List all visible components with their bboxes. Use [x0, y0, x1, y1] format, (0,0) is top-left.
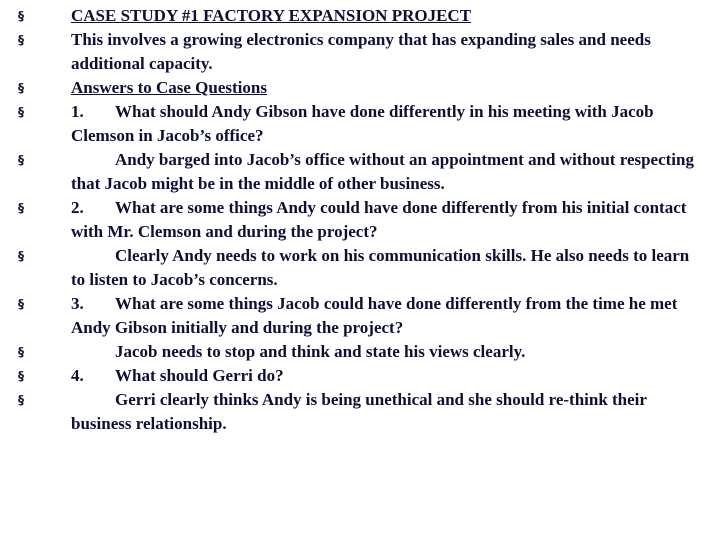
- answer-text: Gerri clearly thinks Andy is being unethical and she should re-think their business relationship.: [71, 390, 647, 433]
- bullet-list: [14, 4, 704, 436]
- question-number: 3.: [71, 294, 84, 313]
- square-bullet-icon: §: [18, 249, 24, 263]
- square-bullet-icon: §: [18, 105, 24, 119]
- question-text: What are some things Jacob could have done differently from the time he met Andy Gibson initially and during the project?: [71, 294, 678, 337]
- question-text: What should Andy Gibson have done differently in his meeting with Jacob Clemson in Jacob’s office?: [71, 102, 654, 145]
- list-item-description: [14, 28, 704, 76]
- square-bullet-icon: §: [18, 369, 24, 383]
- question-number: 4.: [71, 366, 84, 385]
- square-bullet-icon: §: [18, 297, 24, 311]
- square-bullet-icon: §: [18, 345, 24, 359]
- square-bullet-icon: §: [18, 153, 24, 167]
- list-item-answer-3: [14, 340, 704, 364]
- square-bullet-icon: §: [18, 81, 24, 95]
- description-text: This involves a growing electronics company that has expanding sales and needs additional capacity.: [71, 30, 651, 73]
- list-item-answer-1: [14, 148, 704, 196]
- list-item-section-heading: [14, 76, 704, 100]
- section-heading: Answers to Case Questions: [71, 78, 267, 97]
- square-bullet-icon: §: [18, 33, 24, 47]
- question-text: What should Gerri do?: [115, 366, 284, 385]
- question-number: 1.: [71, 102, 84, 121]
- square-bullet-icon: §: [18, 9, 24, 23]
- list-item-question-1: [14, 100, 704, 148]
- list-item-title: [14, 4, 704, 28]
- answer-text: Clearly Andy needs to work on his communication skills. He also needs to learn to listen to Jacob’s concerns.: [71, 246, 690, 289]
- square-bullet-icon: §: [18, 201, 24, 215]
- square-bullet-icon: §: [18, 393, 24, 407]
- list-item-question-2: [14, 196, 704, 244]
- question-number: 2.: [71, 198, 84, 217]
- list-item-question-3: [14, 292, 704, 340]
- list-item-answer-2: [14, 244, 704, 292]
- case-study-title: CASE STUDY #1 FACTORY EXPANSION PROJECT: [71, 6, 472, 25]
- list-item-question-4: [14, 364, 704, 388]
- answer-text: Jacob needs to stop and think and state his views clearly.: [115, 342, 526, 361]
- list-item-answer-4: [14, 388, 704, 436]
- answer-text: Andy barged into Jacob’s office without an appointment and without respecting that Jacob might be in the middle of other business.: [71, 150, 694, 193]
- question-text: What are some things Andy could have done differently from his initial contact with Mr. Clemson and during the project?: [71, 198, 687, 241]
